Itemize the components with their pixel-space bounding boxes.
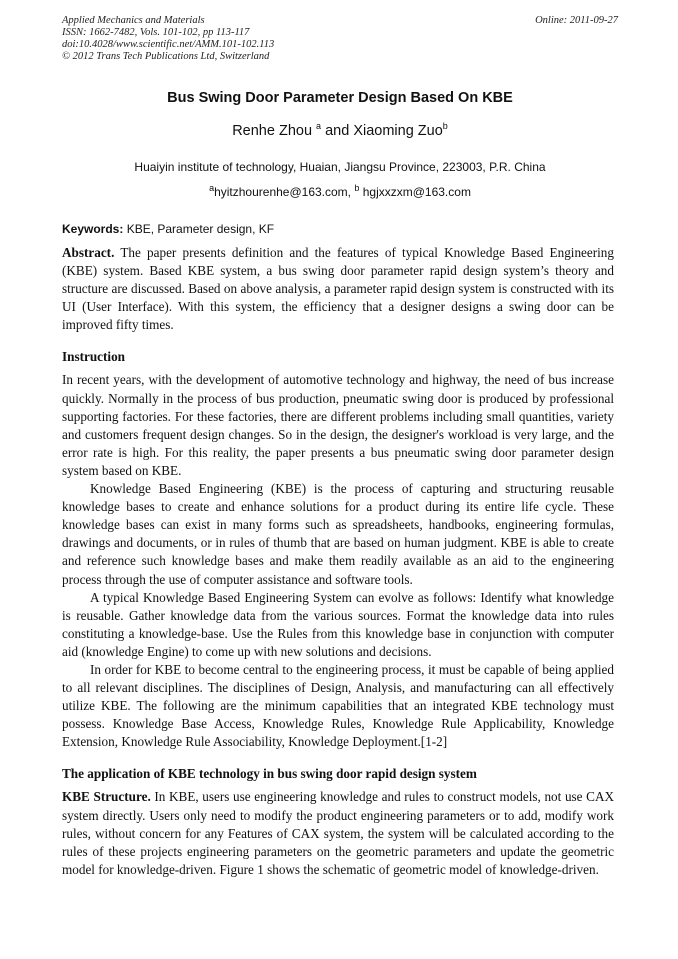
author-line: [62, 123, 618, 139]
email-address[interactable]: hgjxxzxm@163.com: [362, 185, 471, 199]
paper-body: [62, 244, 614, 879]
author-name: Renhe Zhou: [232, 123, 313, 139]
online-date: Online: 2011-09-27: [535, 15, 618, 26]
journal-issn: ISSN: 1662-7482, Vols. 101-102, pp 113-117: [62, 27, 250, 38]
runin-heading: KBE Structure.: [62, 789, 151, 805]
body-paragraph: [62, 788, 614, 878]
abstract-paragraph: [62, 244, 614, 334]
abstract-text: The paper presents definition and the features of typical Knowledge Based Engineering (KBE) system. Based KBE system, a bus swing door parameter rapid design system’s theory and structure are discussed. Based on above analysis, a parameter rapid design system is constructed with its UI (User Interface). With this system, the efficiency that a designer designs a swing door can be improved fifty times.: [62, 245, 614, 333]
email-superscript: b: [354, 183, 360, 193]
author-separator: and: [321, 123, 354, 139]
body-paragraph: In order for KBE to become central to the engineering process, it must be capable of being applied to all relevant disciplines. The disciplines of Design, Analysis, and manufacturing can all effectively utilize KBE. The following are the minimum capabilities that an integrated KBE technology must possess. Knowledge Base Access, Knowledge Rules, Knowledge Rule Applicability, Knowledge Extension, Knowledge Rule Associability, Knowledge Deployment.[1-2]: [62, 661, 614, 750]
body-paragraph: A typical Knowledge Based Engineering System can evolve as follows: Identify what knowledge is reusable. Gather knowledge data from the various sources. Format the knowledge data into rules constituting a knowledge-base. Use the Rules from this knowledge base in conjunction with computer aid (knowledge Engine) to come up with new solutions and decisions.: [62, 589, 614, 659]
author-superscript: a: [316, 121, 322, 132]
journal-copyright: © 2012 Trans Tech Publications Ltd, Switzerland: [62, 51, 270, 62]
keywords-label: Keywords:: [62, 222, 124, 236]
abstract-label: Abstract.: [62, 245, 115, 260]
body-paragraph: In recent years, with the development of automotive technology and highway, the need of bus increase quickly. Normally in the process of bus production, pneumatic swing door is produced by professional supporting factories. For these factories, there are different problems including small quantities, variety and customers frequent design changes. So in the design, the designer's workload is very large, and the error rate is high. For this reality, the paper presents a bus pneumatic swing door parameter design system based on KBE.: [62, 372, 614, 478]
author-name: Xiaoming Zuo: [353, 123, 443, 139]
keywords-line: [62, 222, 618, 236]
section-heading: Instruction: [62, 349, 126, 365]
section-heading: The application of KBE technology in bus swing door rapid design system: [62, 766, 477, 782]
journal-doi[interactable]: doi:10.4028/www.scientific.net/AMM.101-102.113: [62, 39, 275, 50]
author-superscript: b: [442, 121, 448, 132]
email-superscript: a: [209, 183, 215, 193]
paragraph-text: In KBE, users use engineering knowledge and rules to construct models, not use CAX system directly. Users only need to modify the product engineering parameters or to add, modify work rules, without concern for any Features of CAX system, the system will be calculated according to the rules of these projects engineering parameters on the geometric parameters and update the geometric model for knowledge-driven. Figure 1 shows the schematic of geometric model of knowledge-driven.: [62, 789, 615, 877]
journal-header: [62, 15, 618, 63]
paper-title: Bus Swing Door Parameter Design Based On KBE: [167, 90, 513, 106]
keywords-text: KBE, Parameter design, KF: [123, 222, 275, 236]
email-line: [62, 185, 618, 199]
email-address[interactable]: hyitzhourenhe@163.com,: [214, 185, 352, 199]
affiliation: Huaiyin institute of technology, Huaian, Jiangsu Province, 223003, P.R. China: [134, 160, 546, 174]
body-paragraph: Knowledge Based Engineering (KBE) is the process of capturing and structuring reusable knowledge bases to create and enhance solutions for a product during its entire life cycle. These knowledge bases can exist in many forms such as spreadsheets, handbooks, engineering formulas, drawings and documents, or in rules of thumb that are based on human judgment. KBE is able to create and reference such knowledge bases and make them readily available as an aid to the engineering process through the use of computer assistance and software tools.: [62, 481, 614, 587]
journal-name: Applied Mechanics and Materials: [62, 15, 205, 26]
